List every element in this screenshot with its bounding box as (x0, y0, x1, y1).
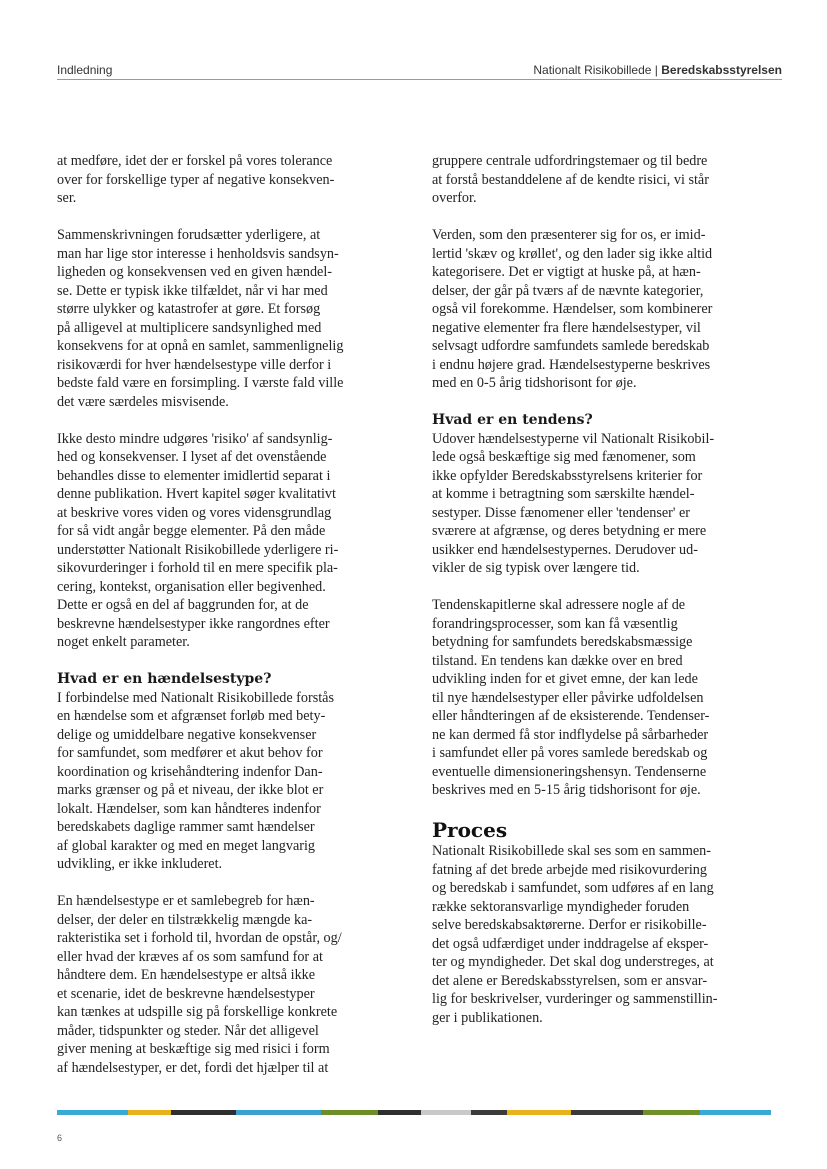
text-line: håndtere dem. En hændelsestype er altså ikke (57, 967, 316, 983)
color-bar-segment (421, 1110, 471, 1115)
text-line: Sammenskrivningen forudsætter yderligere, at (57, 227, 321, 243)
text-line: for så vidt angår begge elementer. På den måde (57, 523, 326, 539)
text-line: udvikling, er ikke inkluderet. (57, 856, 223, 872)
paragraph (432, 152, 777, 208)
color-bar-segment (507, 1110, 571, 1115)
text-line: at medføre, idet der er forskel på vores tolerance (57, 153, 333, 169)
text-line: delser, der går på tværs af de nævnte kategorier, (432, 282, 704, 299)
text-line: det også udfærdiget under inddragelse af eksper- (432, 935, 709, 952)
text-line: vikler de sig typisk over længere tid. (432, 560, 640, 576)
color-bar-segment (471, 1110, 507, 1115)
paragraph (432, 596, 777, 800)
page-number: 6 (57, 1133, 63, 1143)
color-bar-segment (378, 1110, 421, 1115)
subheading-tendency: Hvad er en tendens? (432, 412, 593, 428)
left-column (57, 152, 397, 1096)
text-line: marks grænser og på et niveau, der ikke blot er (57, 782, 324, 798)
text-line: rakteristika set i forhold til, hvordan de opstår, og/ (57, 930, 342, 946)
text-line: Udover hændelsestyperne vil Nationalt Risikobil- (432, 430, 715, 447)
text-line: Nationalt Risikobillede skal ses som en sammen- (432, 843, 711, 859)
text-line: Tendenskapitlerne skal adressere nogle af de (432, 597, 686, 613)
text-line: ter og myndigheder. Det skal dog understreges, at (432, 954, 714, 970)
color-bar-segment (643, 1110, 700, 1115)
text-line: at forstå bestanddelene af de kendte risici, vi står (432, 171, 709, 188)
color-bar-segment (700, 1110, 771, 1115)
paragraph (57, 892, 397, 1077)
text-line: noget enkelt parameter. (57, 634, 190, 650)
header-separator: | (654, 63, 658, 77)
text-line: giver mening at beskæftige sig med risici i form (57, 1041, 330, 1057)
header-agency: Beredskabsstyrelsen (661, 63, 782, 77)
text-line: ligheden og konsekvensen ved en given hændel- (57, 264, 333, 280)
text-line: sikovurderinger i forhold til en mere specifik pla- (57, 560, 338, 576)
text-line: risikoværdi for hver hændelsestype ville derfor i (57, 356, 332, 373)
text-line: ikke opfylder Beredskabsstyrelsens kriterier for (432, 467, 703, 484)
text-line: og beredskab i samfundet, som udføres af en lang (432, 880, 714, 896)
text-line: hed og konsekvenser. I lyset af det ovenstående (57, 449, 327, 465)
text-line: på alligevel at multiplicere sandsynlighed med (57, 319, 322, 336)
paragraph (57, 226, 397, 411)
text-line: for samfundet, som medfører et akut behov for (57, 745, 323, 761)
paragraph (432, 842, 777, 1027)
color-bar-segment (128, 1110, 171, 1115)
text-line: forandringsprocesser, som kan få væsentlig (432, 615, 678, 632)
text-line: lertid 'skæv og krøllet', og den lader sig ikke altid (432, 245, 713, 262)
text-line: man har lige stor interesse i henholdsvis sandsyn- (57, 245, 339, 262)
text-line: af hændelsestyper, er det, fordi det hjælper til at (57, 1059, 329, 1076)
color-bar-segment (321, 1110, 378, 1115)
text-line: Ikke desto mindre udgøres 'risiko' af sandsynlig- (57, 430, 333, 447)
color-bar-segment (236, 1110, 322, 1115)
text-line: måder, tidspunkter og steder. Når det alligevel (57, 1022, 319, 1039)
color-bar-segment (571, 1110, 642, 1115)
text-line: konsekvens for at opnå en samlet, sammenlignelig (57, 338, 344, 354)
text-line: et scenarie, idet de beskrevne hændelsestyper (57, 985, 315, 1002)
text-line: ser. (57, 190, 77, 206)
text-line: cering, kontekst, organisation eller begivenhed. (57, 578, 326, 595)
text-line: I forbindelse med Nationalt Risikobillede forstås (57, 689, 334, 706)
text-line: selve beredskabsaktørerne. Derfor er risikobille- (432, 917, 707, 933)
text-line: sværere at afgrænse, og deres betydning er mere (432, 523, 707, 539)
text-line: Dette er også en del af baggrunden for, at de (57, 597, 309, 613)
text-line: tilstand. En tendens kan dække over en bred (432, 652, 683, 669)
section-heading-process: Proces (432, 818, 508, 842)
text-line: at beskrive vores viden og vores vidensgrundlag (57, 504, 332, 521)
text-line: behandles disse to elementer imidlertid separat i (57, 467, 331, 484)
color-bar-segment (57, 1110, 128, 1115)
text-line: fatning af det brede arbejde med risikovurdering (432, 861, 707, 878)
text-line: selvsagt udfordre samfundets samlede beredskab (432, 338, 710, 354)
text-line: gruppere centrale udfordringstemaer og til bedre (432, 153, 708, 169)
text-line: se. Dette er typisk ikke tilfældet, når vi har med (57, 282, 328, 299)
color-bar-segment (171, 1110, 235, 1115)
text-line: kan tænkes at udspille sig på forskellige konkrete (57, 1004, 338, 1020)
text-line: det være særdeles misvisende. (57, 393, 229, 410)
text-line: også vil forekomme. Hændelser, som kombinerer (432, 301, 713, 317)
text-line: eventuelle dimensioneringshensyn. Tendenserne (432, 763, 707, 780)
text-line: denne publikation. Hvert kapitel søger kvalitativt (57, 486, 336, 502)
text-line: eller håndteringen af de eksisterende. Tendenser- (432, 708, 710, 724)
paragraph (432, 430, 777, 578)
text-line: ne kan dermed få stor indflydelse på sårbarheder (432, 726, 709, 743)
text-line: beredskabets daglige rammer samt hændelser (57, 819, 315, 835)
header-publication: Nationalt Risikobillede (533, 63, 652, 77)
text-line: med en 0-5 årig tidshorisont for øje. (432, 375, 637, 391)
text-line: koordination og krisehåndtering indenfor Dan- (57, 763, 323, 780)
text-line: lede også beskæftige sig med fænomener, som (432, 449, 696, 465)
text-line: i samfundet eller på vores samlede beredskab og (432, 745, 708, 761)
text-line: større ulykker og katastrofer at gøre. Et forsøg (57, 301, 321, 317)
paragraph (57, 689, 397, 874)
text-line: til nye hændelsestyper eller påvirke udfoldelsen (432, 689, 704, 706)
text-line: eller hvad der kræves af os som samfund for at (57, 948, 323, 965)
text-line: bedste fald være en forsimpling. I værste fald ville (57, 375, 344, 391)
text-line: lig for beskrivelser, vurderinger og sammenstillin- (432, 991, 718, 1007)
header-publication-title (533, 63, 782, 77)
text-line: en hændelse som et afgrænset forløb med bety- (57, 708, 326, 724)
text-line: delser, der deler en tilstrækkelig mængde ka- (57, 911, 313, 928)
text-line: Verden, som den præsenterer sig for os, er imid- (432, 227, 706, 243)
paragraph (57, 430, 397, 652)
subheading-event-type: Hvad er en hændelsestype? (57, 671, 272, 687)
text-line: udvikling inden for et givet emne, der kan lede (432, 671, 698, 687)
text-line: usikker end hændelsestypernes. Derudover ud- (432, 541, 698, 558)
text-line: delige og umiddelbare negative konsekvenser (57, 726, 317, 743)
header-section-label: Indledning (57, 63, 113, 77)
header-rule (57, 79, 782, 80)
text-line: negative elementer fra flere hændelsestyper, vil (432, 319, 701, 336)
text-line: række sektoransvarlige myndigheder foruden (432, 898, 690, 915)
text-line: kategorisere. Det er vigtigt at huske på, at hæn- (432, 264, 701, 280)
text-line: lokalt. Hændelser, som kan håndteres indenfor (57, 800, 321, 817)
text-line: at komme i betragtning som særskilte hændel- (432, 486, 695, 502)
paragraph (432, 226, 777, 393)
text-line: ger i publikationen. (432, 1009, 543, 1026)
text-line: over for forskellige typer af negative konsekven- (57, 171, 335, 188)
right-column (432, 152, 777, 1046)
paragraph (57, 152, 397, 208)
text-line: beskrives med en 5-15 årig tidshorisont for øje. (432, 782, 701, 798)
text-line: af global karakter og med en meget langvarig (57, 837, 316, 854)
footer-color-bar (57, 1110, 771, 1115)
text-line: En hændelsestype er et samlebegreb for hæn- (57, 893, 315, 909)
text-line: overfor. (432, 190, 477, 206)
text-line: betydning for samfundets beredskabsmæssige (432, 634, 693, 650)
text-line: sestyper. Disse fænomener eller 'tendenser' er (432, 504, 691, 521)
text-line: i endnu højere grad. Hændelsestyperne beskrives (432, 356, 711, 373)
text-line: beskrevne hændelsestyper ikke rangordnes efter (57, 615, 330, 632)
text-line: understøtter Nationalt Risikobillede yderligere ri- (57, 541, 339, 558)
text-line: det alene er Beredskabsstyrelsen, som er ansvar- (432, 972, 708, 989)
